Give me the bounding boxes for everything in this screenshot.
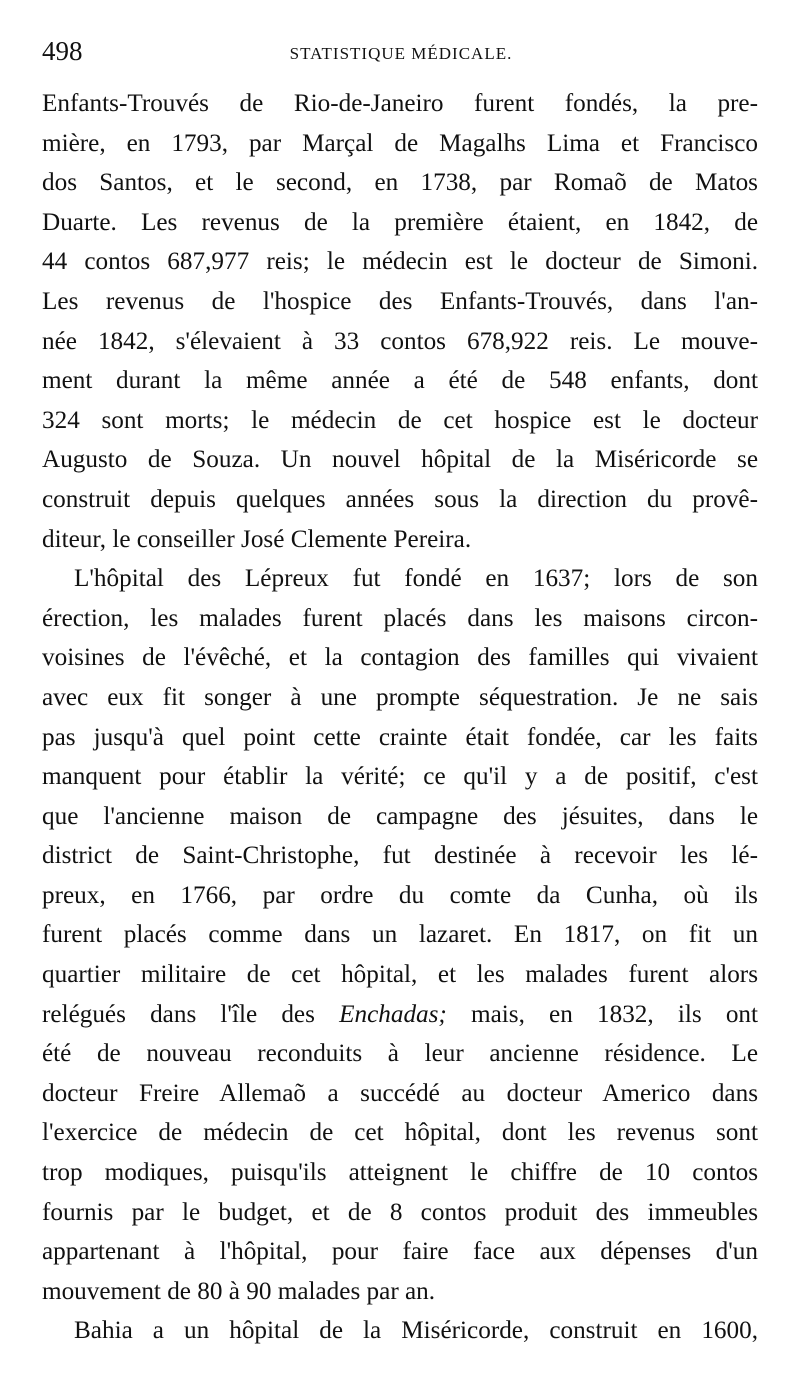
text-line: construit depuis quelques années sous la direction du provê- (42, 485, 758, 513)
text-line: Enfants-Trouvés de Rio-de-Janeiro furent fondés, la pre- (42, 90, 758, 117)
text-line: Duarte. Les revenus de la première étaient, en 1842, de (42, 208, 758, 236)
text-line: l'exercice de médecin de cet hôpital, dont les revenus sont (42, 1119, 758, 1147)
page-header (42, 30, 760, 80)
text-line: quartier militaire de cet hôpital, et les malades furent alors (42, 961, 758, 989)
text-line-with-italic (42, 995, 758, 1035)
text-line: dos Santos, et le second, en 1738, par Romaõ de Matos (42, 169, 758, 197)
text-line: district de Saint-Christophe, fut destinée à recevoir les lé- (42, 842, 758, 870)
text-line: avec eux fit songer à une prompte séquestration. Je ne sais (42, 683, 758, 711)
text-line: ment durant la même année a été de 548 enfants, dont (42, 367, 758, 395)
text-line: L'hôpital des Lépreux fut fondé en 1637; lors de son (74, 565, 758, 593)
text-line: preux, en 1766, par ordre du comte da Cunha, où ils (42, 881, 758, 909)
text-line: mouvement de 80 à 90 malades par an. (42, 1277, 436, 1305)
page-number: 498 (42, 36, 83, 66)
text-line: été de nouveau reconduits à leur ancienne résidence. Le (42, 1040, 758, 1068)
text-line: manquent pour établir la vérité; ce qu'il y a de positif, c'est (42, 763, 758, 791)
text-line: diteur, le conseiller José Clemente Pereira. (42, 525, 472, 553)
text-line: pas jusqu'à quel point cette crainte était fondée, car les faits (42, 723, 758, 751)
text-line: Augusto de Souza. Un nouvel hôpital de la Miséricorde se (42, 446, 758, 474)
text-line: Les revenus de l'hospice des Enfants-Trouvés, dans l'an- (42, 287, 758, 315)
body-text (42, 84, 760, 1351)
text-line: Bahia a un hôpital de la Miséricorde, construit en 1600, (74, 1317, 758, 1345)
text-line: trop modiques, puisqu'ils atteignent le chiffre de 10 contos (42, 1159, 758, 1187)
text-line: que l'ancienne maison de campagne des jésuites, dans le (42, 802, 758, 830)
text-segment: mais, en 1832, ils ont (471, 1000, 759, 1028)
text-line: 44 contos 687,977 reis; le médecin est le docteur de Simoni. (42, 248, 758, 276)
text-line: mière, en 1793, par Marçal de Magalhs Lima et Francisco (42, 129, 758, 157)
text-line: docteur Freire Allemaõ a succédé au docteur Americo dans (42, 1079, 758, 1107)
text-line: érection, les malades furent placés dans les maisons circon- (42, 604, 758, 632)
italic-place-name: Enchadas; (339, 1000, 447, 1028)
text-line: 324 sont morts; le médecin de cet hospice est le docteur (42, 406, 758, 434)
text-line: fournis par le budget, et de 8 contos produit des immeubles (42, 1198, 758, 1226)
text-line: née 1842, s'élevaient à 33 contos 678,922 reis. Le mouve- (42, 327, 758, 355)
text-segment: relégués dans l'île des (42, 1000, 315, 1028)
text-line: appartenant à l'hôpital, pour faire face aux dépenses d'un (42, 1238, 758, 1266)
text-line: furent placés comme dans un lazaret. En 1817, on fit un (42, 921, 758, 949)
text-line: voisines de l'évêché, et la contagion des familles qui vivaient (42, 644, 758, 672)
running-title: STATISTIQUE MÉDICALE. (289, 44, 513, 63)
